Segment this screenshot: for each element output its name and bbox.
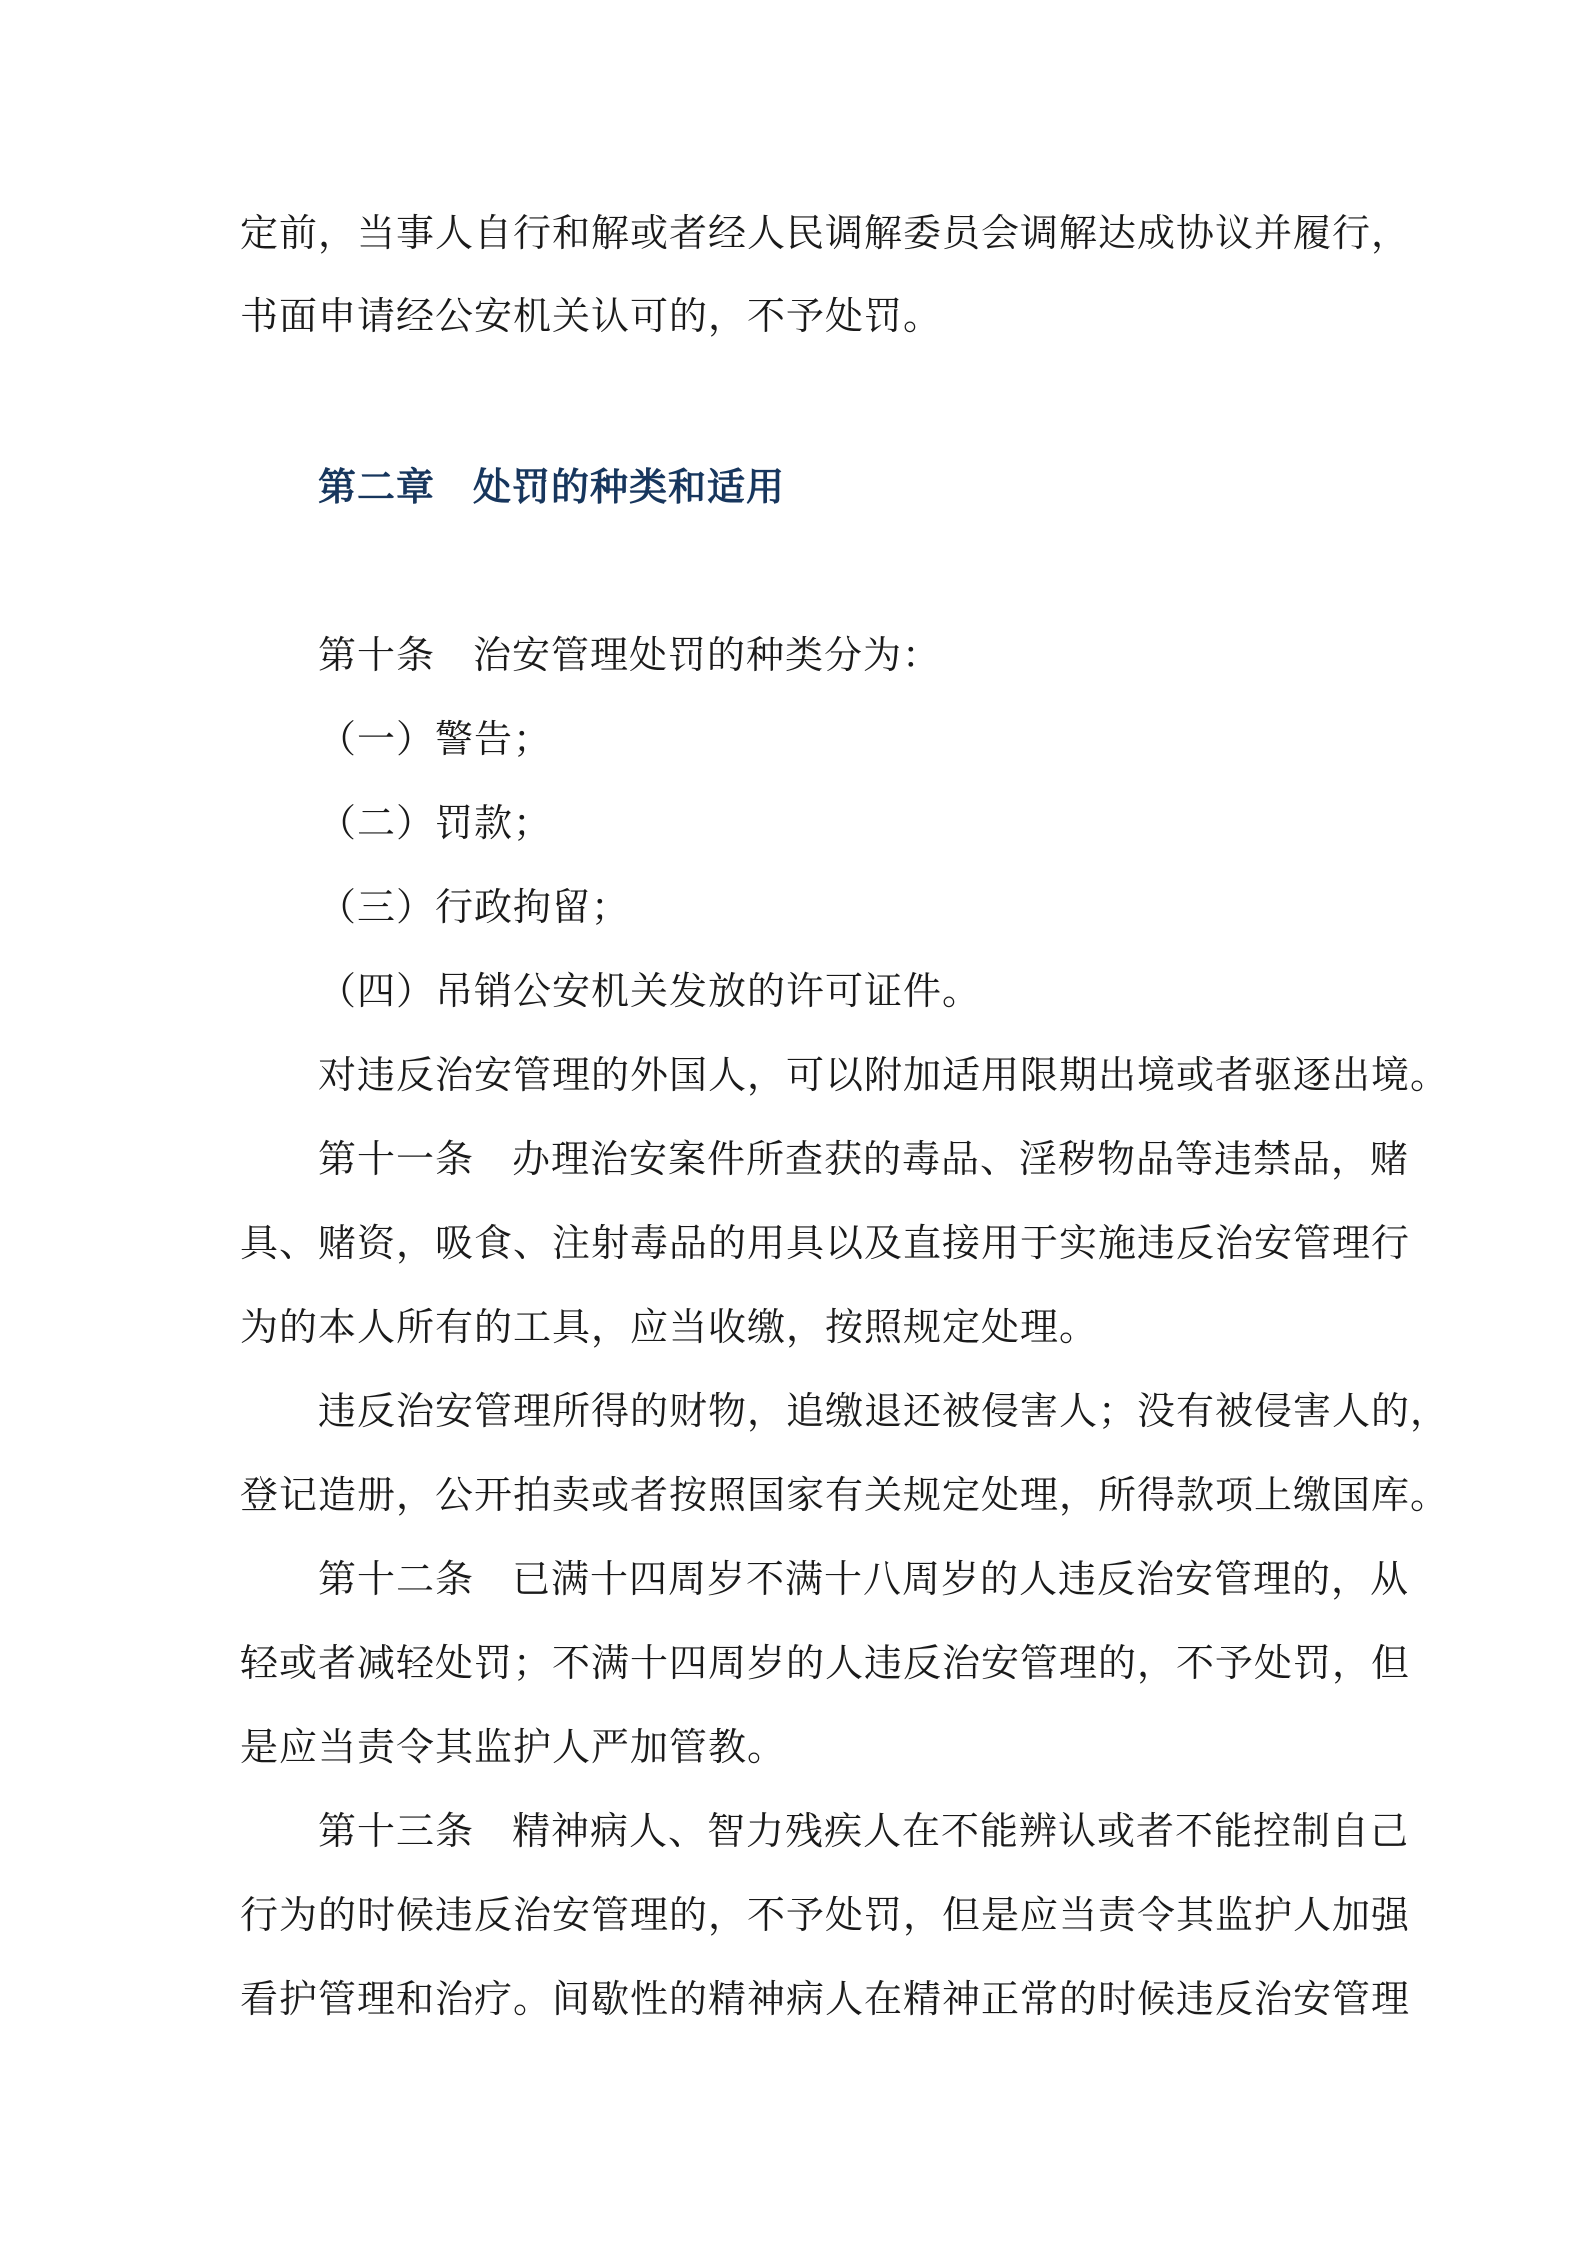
article-10-number: 第十条 bbox=[318, 633, 436, 677]
article-12-text-1: 已满十四周岁不满十八周岁的人违反治安管理的，从 bbox=[512, 1557, 1410, 1601]
article-11-number: 第十一条 bbox=[318, 1137, 475, 1181]
article-11-text-1: 办理治安案件所查获的毒品、淫秽物品等违禁品，赌 bbox=[512, 1137, 1410, 1181]
article-10-item-3: （三）行政拘留； bbox=[318, 885, 631, 929]
article-10-item-1: （一）警告； bbox=[318, 717, 553, 761]
article-12-line-3: 是应当责令其监护人严加管教。 bbox=[240, 1725, 787, 1769]
continuation-line-2: 书面申请经公安机关认可的，不予处罚。 bbox=[240, 294, 943, 338]
article-13-line-3: 看护管理和治疗。间歇性的精神病人在精神正常的时候违反治安管理 bbox=[240, 1977, 1411, 2021]
article-10-foreigner-clause: 对违反治安管理的外国人，可以附加适用限期出境或者驱逐出境。 bbox=[318, 1053, 1450, 1097]
article-11-line-2: 具、赌资，吸食、注射毒品的用具以及直接用于实施违反治安管理行 bbox=[240, 1221, 1411, 1265]
article-11-para2-line-1: 违反治安管理所得的财物，追缴退还被侵害人；没有被侵害人的， bbox=[318, 1389, 1450, 1433]
article-12-number: 第十二条 bbox=[318, 1557, 475, 1601]
article-12-line-2: 轻或者减轻处罚；不满十四周岁的人违反治安管理的，不予处罚，但 bbox=[240, 1641, 1411, 1685]
chapter-title: 处罚的种类和适用 bbox=[473, 464, 786, 509]
article-12-line-1 bbox=[318, 1556, 1409, 1602]
article-11-line-3: 为的本人所有的工具，应当收缴，按照规定处理。 bbox=[240, 1305, 1099, 1349]
article-13-line-1 bbox=[318, 1808, 1409, 1854]
article-10-item-4: （四）吊销公安机关发放的许可证件。 bbox=[318, 969, 982, 1013]
article-10-heading bbox=[318, 632, 941, 678]
continuation-line-1: 定前，当事人自行和解或者经人民调解委员会调解达成协议并履行， bbox=[240, 211, 1411, 255]
article-13-number: 第十三条 bbox=[318, 1809, 475, 1853]
article-10-intro: 治安管理处罚的种类分为： bbox=[473, 633, 942, 677]
article-11-para2-line-2: 登记造册，公开拍卖或者按照国家有关规定处理，所得款项上缴国库。 bbox=[240, 1473, 1450, 1517]
article-13-text-1: 精神病人、智力残疾人在不能辨认或者不能控制自己 bbox=[512, 1809, 1410, 1853]
article-13-line-2: 行为的时候违反治安管理的，不予处罚，但是应当责令其监护人加强 bbox=[240, 1893, 1411, 1937]
article-11-line-1 bbox=[318, 1136, 1409, 1182]
article-10-item-2: （二）罚款； bbox=[318, 801, 553, 845]
chapter-heading bbox=[318, 464, 785, 510]
chapter-number: 第二章 bbox=[318, 464, 436, 509]
